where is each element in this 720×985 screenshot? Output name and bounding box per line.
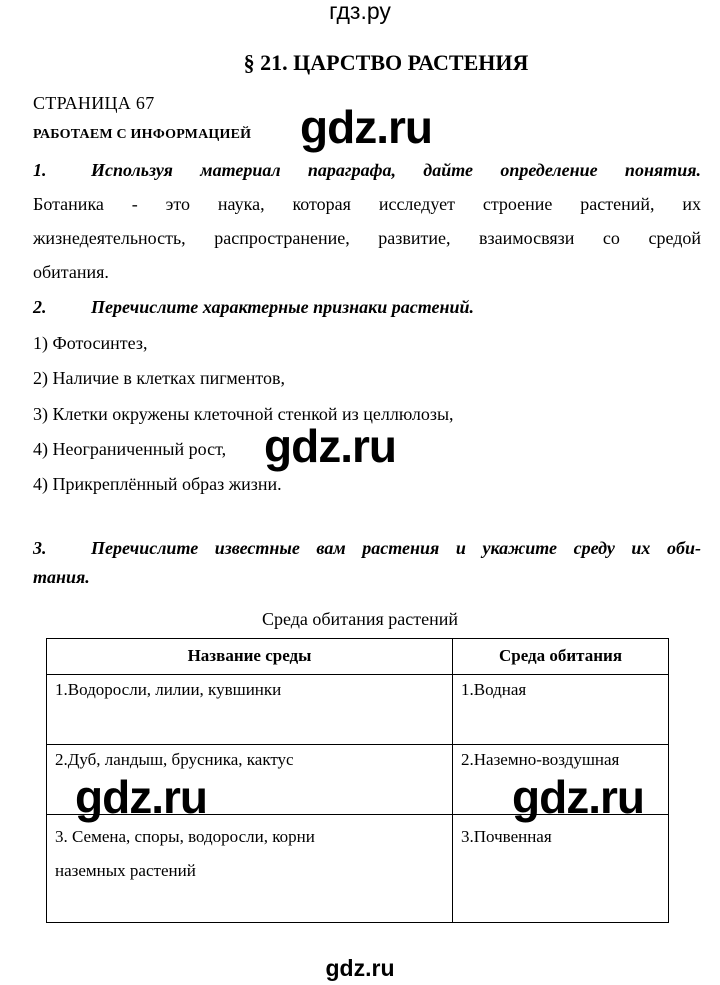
table-cell-habitat: 2.Наземно-воздушная — [453, 745, 669, 815]
question-3-text-line-1: Перечислите известные вам растения и укажите среду их оби- — [91, 538, 701, 558]
site-header-text: гдз.ру — [329, 0, 391, 24]
table-cell-habitat: 3.Почвенная — [453, 815, 669, 923]
question-2-text: Перечислите характерные признаки растений. — [91, 297, 474, 317]
table-caption: Среда обитания растений — [261, 609, 459, 629]
answer-1-line-2: жизнедеятельность, распространение, развитие, взаимосвязи со средой — [33, 228, 701, 248]
page-number-label: СТРАНИЦА 67 — [33, 93, 155, 113]
table-cell-name — [47, 815, 453, 923]
trait-item-1: 1) Фотосинтез, — [33, 333, 148, 353]
question-3-text-line-2: тания. — [33, 567, 90, 587]
column-header-habitat: Среда обитания — [453, 639, 669, 675]
watermark: gdz.ru — [300, 101, 432, 153]
question-2-number: 2. — [33, 297, 47, 317]
table-cell-name: 1.Водоросли, лилии, кувшинки — [47, 675, 453, 745]
question-2 — [33, 297, 474, 318]
table-row — [47, 815, 669, 923]
page-title: § 21. ЦАРСТВО РАСТЕНИЯ — [243, 50, 529, 75]
trait-item-5: 4) Прикреплённый образ жизни. — [33, 474, 282, 494]
table-cell-name-line-1: 3. Семена, споры, водоросли, корни — [55, 827, 315, 846]
table-row — [47, 675, 669, 745]
question-1-number: 1. — [33, 160, 47, 180]
question-3 — [33, 538, 701, 588]
table-cell-name-line-2: наземных растений — [55, 861, 196, 880]
trait-item-3: 3) Клетки окружены клеточной стенкой из целлюлозы, — [33, 404, 454, 424]
section-label: РАБОТАЕМ С ИНФОРМАЦИЕЙ — [33, 127, 252, 142]
watermark: gdz.ru — [264, 420, 396, 472]
answer-1-line-3: обитания. — [33, 262, 109, 282]
trait-item-4: 4) Неограниченный рост, — [33, 439, 227, 459]
trait-item-2: 2) Наличие в клетках пигментов, — [33, 368, 286, 388]
question-1-text: Используя материал параграфа, дайте определение понятия. — [91, 160, 701, 180]
watermark: gdz.ru — [512, 771, 644, 823]
question-1 — [33, 160, 701, 181]
column-header-name: Название среды — [47, 639, 453, 675]
watermark: gdz.ru — [75, 771, 207, 823]
answer-1-line-1: Ботаника - это наука, которая исследует строение растений, их — [33, 194, 701, 214]
table-cell-habitat: 1.Водная — [453, 675, 669, 745]
table-cell-name: 2.Дуб, ландыш, брусника, кактус — [47, 745, 453, 815]
table-header-row — [47, 639, 669, 675]
question-3-number: 3. — [33, 538, 47, 558]
site-footer-text: gdz.ru — [325, 955, 395, 981]
